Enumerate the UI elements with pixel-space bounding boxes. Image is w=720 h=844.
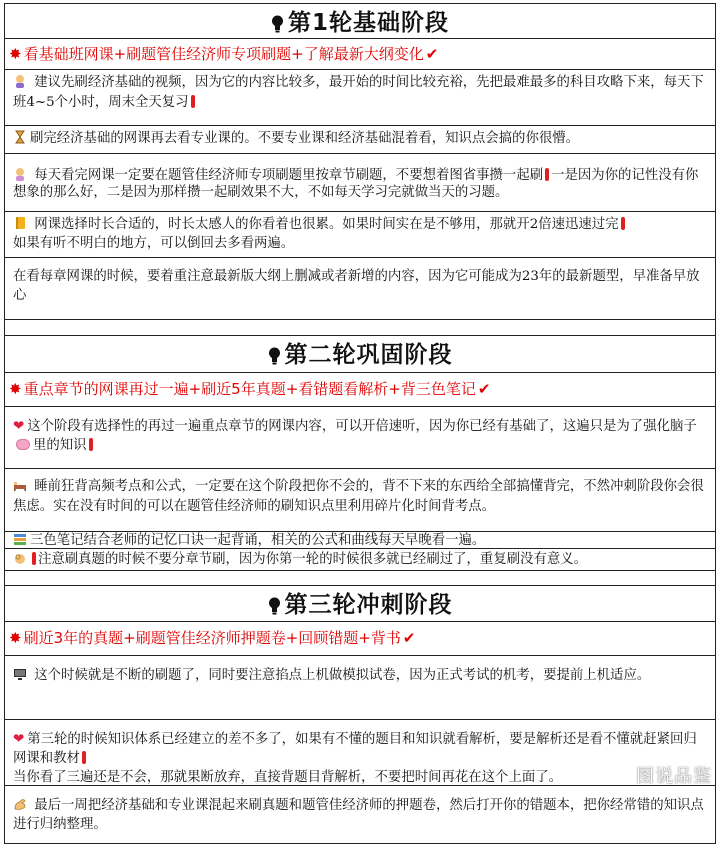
stage3-tip-2-text: 第三轮的时候知识体系已经建立的差不多了，如果有不懂的题目和知识就看解析，要是解析还是看不懂就赶紧回归网课和教材	[13, 732, 697, 766]
stage1-tip-3-text: 每天看完网课一定要在题管佳经济师专项刷题里按章节刷题，不要想着图省事攒一起刷	[34, 168, 544, 183]
heart-icon: ❤	[13, 732, 25, 747]
stage2-tip-1	[4, 407, 716, 469]
stage2-goal-text: 重点章节的网课再过一遍+刷近5年真题+看错题看解析+背三色笔记	[23, 380, 476, 398]
stage2-tip-4	[4, 549, 716, 571]
bed-icon	[13, 478, 27, 492]
stage2-title: 第二轮巩固阶段	[284, 342, 453, 368]
stage3-tip-3-text: 最后一周把经济基础和专业课混起来刷真题和题管佳经济师的押题卷，然后打开你的错题本，把你经常错的知识点进行归纳整理。	[13, 798, 704, 832]
person-tipping-hand-icon	[13, 167, 27, 181]
stage3-tip-2	[4, 720, 716, 786]
exclamation-icon	[621, 217, 625, 230]
exclamation-icon	[82, 751, 86, 764]
stage2-tip-1-text: 这个阶段有选择性的再过一遍重点章节的网课内容，可以开倍速听，因为你已经有基础了，这遍只是为了强化脑子	[27, 419, 697, 434]
stage1-tip-4-text-b: 如果有听不明白的地方，可以倒回去多看两遍。	[13, 236, 295, 251]
lightbulb-icon	[268, 597, 281, 615]
stage3-header	[4, 586, 716, 622]
star-icon: ✸	[9, 380, 22, 398]
stage1-tip-1	[4, 70, 716, 126]
exclamation-icon	[32, 552, 36, 565]
stage1-tip-5-text: 在看每章网课的时候，要着重注意最新版大纲上删减或者新增的内容，因为它可能成为23年的最新题型，早准备早放心	[13, 269, 700, 303]
stage1-goal	[4, 39, 716, 70]
study-plan-sheet	[4, 3, 716, 844]
stage2-tip-3-text: 三色笔记结合老师的记忆口诀一起背诵，相关的公式和曲线每天早晚看一遍。	[30, 533, 486, 548]
stage1-tip-1-text: 建议先刷经济基础的视频，因为它的内容比较多，最开始的时间比较充裕，先把最难最多的科目攻略下来，每天下班4~5个小时，周末全天复习	[13, 75, 704, 110]
stage1-header	[4, 3, 716, 39]
stage3-tip-3	[4, 786, 716, 844]
books-icon	[13, 532, 27, 546]
stage3-tip-1	[4, 656, 716, 720]
stage2-header	[4, 336, 716, 373]
flexed-arm-icon	[13, 797, 27, 811]
exclamation-icon	[191, 95, 195, 108]
ok-hand-icon	[13, 551, 27, 565]
lightbulb-icon	[268, 347, 281, 365]
stage2-tip-1-text-b: 里的知识	[33, 438, 87, 453]
stage1-goal-text: 看基础班网课+刷题管佳经济师专项刷题+了解最新大纲变化	[23, 45, 424, 63]
stage2-goal	[4, 373, 716, 407]
stage3-title: 第三轮冲刺阶段	[284, 592, 453, 618]
exclamation-icon	[545, 168, 549, 181]
stage1-tip-4	[4, 212, 716, 258]
stage2-tip-4-text: 注意刷真题的时候不要分章节刷，因为你第一轮的时候很多就已经刷过了，重复刷没有意义。	[38, 552, 588, 567]
stage1-tip-5	[4, 258, 716, 320]
stage3-tip-2-text-b: 当你看了三遍还是不会，那就果断放弃，直接背题目背解析，不要把时间再花在这个上面了。	[13, 770, 563, 785]
heart-icon: ❤	[13, 419, 25, 434]
stage3-goal-text: 刷近3年的真题+刷题管佳经济师押题卷+回顾错题+背书	[23, 629, 401, 647]
stage3-tip-1-text: 这个时候就是不断的刷题了，同时要注意掐点上机做模拟试卷，因为正式考试的机考，要提前上机适应。	[34, 668, 651, 683]
computer-icon	[13, 667, 27, 681]
stage1-tip-3-text-b: 一是因为你的记性没有你想象的那么好，二是因为那样攒一起刷效果不大，不如每天学习完就做当天的习题。	[13, 168, 699, 200]
spacer	[4, 320, 716, 336]
brain-icon	[16, 439, 30, 450]
lightbulb-icon	[271, 15, 284, 33]
stage1-tip-2	[4, 126, 716, 154]
hourglass-icon	[13, 130, 27, 144]
stage2-tip-2	[4, 469, 716, 532]
exclamation-icon	[89, 438, 93, 451]
stage1-tip-3	[4, 154, 716, 212]
star-icon: ✸	[9, 629, 22, 647]
person-raising-hand-icon	[13, 74, 27, 88]
stage1-tip-2-text: 刷完经济基础的网课再去看专业课的。不要专业课和经济基础混着看，知识点会搞的你很懵。	[30, 131, 580, 146]
stage3-goal	[4, 622, 716, 656]
check-icon: ✔	[425, 45, 439, 63]
spacer	[4, 571, 716, 586]
stage2-tip-2-text: 睡前狂背高频考点和公式，一定要在这个阶段把你不会的，背不下来的东西给全部搞懂背完，不然冲刺阶段你会很焦虑。实在没有时间的可以在题管佳经济师的刷知识点里利用碎片化时间背考点。	[13, 479, 704, 514]
stage1-tip-4-text: 网课选择时长合适的，时长太感人的你看着也很累。如果时间实在是不够用，那就开2倍速迅速过完	[34, 217, 619, 232]
watermark: 图说品鉴	[636, 766, 712, 787]
book-icon	[13, 216, 27, 230]
stage1-title: 第1轮基础阶段	[287, 10, 449, 36]
check-icon: ✔	[402, 629, 416, 647]
star-icon: ✸	[9, 45, 22, 63]
check-icon: ✔	[477, 380, 491, 398]
stage2-tip-3	[4, 532, 716, 549]
